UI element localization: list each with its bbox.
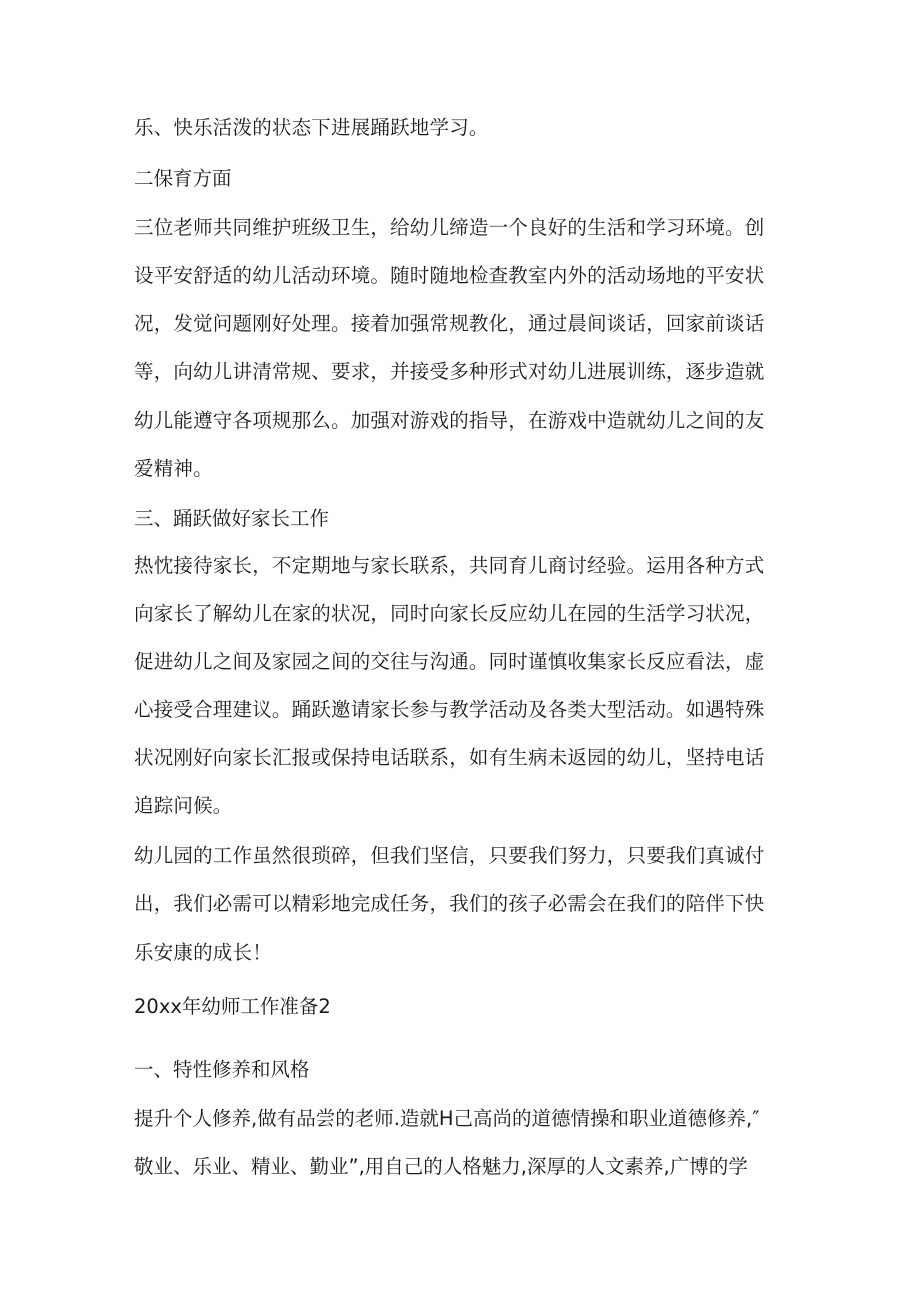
paragraph-line: 三位老师共同维护班级卫生，给幼儿缔造一个良好的生活和学习环境。创 [134,216,765,239]
paragraph-line: 追踪问候。 [134,794,233,817]
paragraph-line: 等，向幼儿讲清常规、要求，并接受多种形式对幼儿进展训练，逐步造就 [134,360,765,383]
paragraph-line: 设平安舒适的幼儿活动环境。随时随地检查教室内外的活动场地的平安状 [134,264,765,287]
paragraph-line: 热忱接待家长，不定期地与家长联系，共同育儿商讨经验。运用各种方式 [134,554,765,577]
paragraph-line: 向家长了解幼儿在家的状况，同时向家长反应幼儿在园的生活学习状况， [134,602,765,625]
section-heading-cultivation: 一、特性修养和风格 [134,1058,310,1081]
paragraph-line: 爱精神。 [134,457,213,480]
paragraph-line: 乐安康的成长！ [134,941,272,964]
paragraph-line: 幼儿园的工作虽然很琐碎，但我们坚信，只要我们努力，只要我们真诚付 [134,844,765,867]
paragraph-line: 出，我们必需可以精彩地完成任务，我们的孩子必需会在我们的陪伴下快 [134,892,765,915]
intro-line: 乐、快乐活泼的状态下进展踊跃地学习。 [134,116,489,139]
section-heading-parents: 三、踊跃做好家长工作 [134,507,330,530]
paragraph-line: 状况刚好向家长汇报或保持电话联系，如有生病未返园的幼儿，坚持电话 [134,746,765,769]
paragraph-line: 敬业、乐业、精业、勤业”,用自己的人格魅力,深厚的人文素养,广博的学 [134,1155,748,1178]
section-heading-care: 二保育方面 [134,167,232,190]
paragraph-line: 提升个人修养,做有品尝的老师.造就H己高尚的道德情操和职业道德修养,″ [134,1107,760,1130]
paragraph-line: 心接受合理建议。踊跃邀请家长参与教学活动及各类大型活动。如遇特殊 [134,698,765,721]
paragraph-line: 幼儿能遵守各项规那么。加强对游戏的指导，在游戏中造就幼儿之间的友 [134,409,765,432]
document-title-2: 20xx年幼师工作准备2 [134,995,331,1018]
paragraph-line: 况，发觉问题刚好处理。接着加强常规教化，通过晨间谈话，回家前谈话 [134,312,765,335]
paragraph-line: 促进幼儿之间及家园之间的交往与沟通。同时谨慎收集家长反应看法，虚 [134,650,765,673]
